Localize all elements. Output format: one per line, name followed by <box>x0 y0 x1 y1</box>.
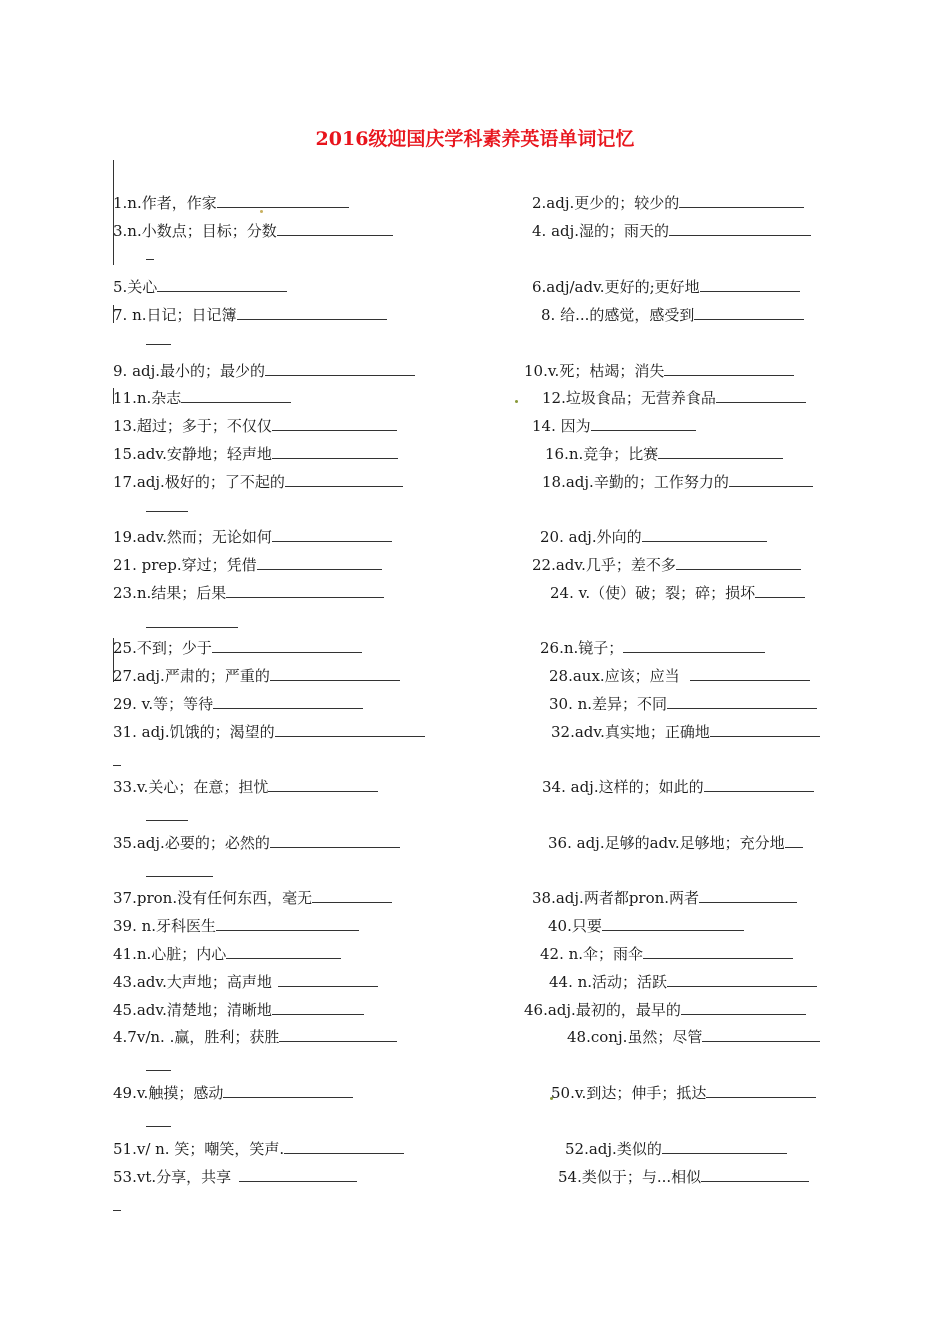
answer-blank[interactable] <box>272 527 392 542</box>
vocab-item-40: 40.只要 <box>548 916 744 935</box>
vocab-item-43: 43.adv.大声地；高声地 <box>113 972 378 991</box>
answer-blank[interactable] <box>237 305 387 320</box>
answer-blank[interactable] <box>257 555 382 570</box>
answer-blank[interactable] <box>642 527 767 542</box>
answer-blank[interactable] <box>669 221 811 236</box>
answer-blank[interactable] <box>278 972 378 987</box>
vocab-item-50: 50.v.到达；伸手；抵达 <box>551 1083 816 1102</box>
answer-blank[interactable] <box>667 694 817 709</box>
vocab-item-8: 8. 给...的感觉，感受到 <box>541 305 804 324</box>
margin-line <box>113 160 114 265</box>
vocab-item-19: 19.adv.然而；无论如何 <box>113 527 392 546</box>
vocab-item-16: 16.n.竞争；比赛 <box>545 444 783 463</box>
answer-blank[interactable] <box>217 193 349 208</box>
answer-blank[interactable] <box>699 888 797 903</box>
answer-blank[interactable] <box>226 944 341 959</box>
vocab-item-6: 6.adj/adv.更好的;更好地 <box>532 277 800 296</box>
answer-blank-wrap[interactable] <box>146 344 171 345</box>
vocab-item-48: 48.conj.虽然；尽管 <box>567 1027 820 1046</box>
vocab-item-18: 18.adj.辛勤的；工作努力的 <box>542 472 813 491</box>
vocab-item-44: 44. n.活动；活跃 <box>549 972 817 991</box>
answer-blank[interactable] <box>704 777 814 792</box>
answer-blank[interactable] <box>270 666 400 681</box>
vocab-item-53: 53.vt.分享，共享 <box>113 1167 357 1186</box>
answer-blank[interactable] <box>212 638 362 653</box>
vocab-item-38: 38.adj.两者都pron.两者 <box>532 888 797 907</box>
vocab-item-27: 27.adj.严肃的；严重的 <box>113 666 400 685</box>
vocab-item-1: 1.n.作者，作家 <box>113 193 349 212</box>
vocab-item-30: 30. n.差异；不同 <box>549 694 817 713</box>
vocab-item-32: 32.adv.真实地；正确地 <box>551 722 820 741</box>
answer-blank[interactable] <box>312 888 392 903</box>
answer-blank[interactable] <box>623 638 765 653</box>
answer-blank[interactable] <box>694 305 804 320</box>
vocab-item-11: 11.n.杂志 <box>113 388 291 407</box>
vocab-item-12: 12.垃圾食品；无营养食品 <box>542 388 806 407</box>
answer-blank[interactable] <box>710 722 820 737</box>
answer-blank[interactable] <box>216 916 359 931</box>
answer-blank[interactable] <box>157 277 287 292</box>
answer-blank[interactable] <box>223 1083 353 1098</box>
stray-dot <box>515 400 518 403</box>
answer-blank[interactable] <box>716 388 806 403</box>
vocab-item-26: 26.n.镜子； <box>540 638 765 657</box>
answer-blank-wrap[interactable] <box>113 1210 121 1211</box>
vocab-item-47: 4.7v/n. .赢，胜利；获胜 <box>113 1027 397 1046</box>
vocab-item-49: 49.v.触摸；感动 <box>113 1083 353 1102</box>
answer-blank[interactable] <box>664 361 794 376</box>
answer-blank[interactable] <box>602 916 744 931</box>
vocab-item-2: 2.adj.更少的；较少的 <box>532 193 804 212</box>
answer-blank[interactable] <box>700 277 800 292</box>
answer-blank[interactable] <box>667 972 817 987</box>
answer-blank-wrap[interactable] <box>146 876 213 877</box>
vocab-item-24: 24. v.（使）破；裂；碎；损坏 <box>550 583 805 602</box>
answer-blank[interactable] <box>275 722 425 737</box>
answer-blank[interactable] <box>676 555 801 570</box>
answer-blank[interactable] <box>279 1027 397 1042</box>
vocab-item-34: 34. adj.这样的；如此的 <box>542 777 814 796</box>
vocab-item-37: 37.pron.没有任何东西，毫无 <box>113 888 392 907</box>
vocab-item-20: 20. adj.外向的 <box>540 527 767 546</box>
vocab-item-41: 41.n.心脏；内心 <box>113 944 341 963</box>
answer-blank[interactable] <box>679 193 804 208</box>
vocab-item-28: 28.aux.应该；应当 <box>549 666 810 685</box>
answer-blank-wrap[interactable] <box>113 765 121 766</box>
vocab-item-21: 21. prep.穿过；凭借 <box>113 555 382 574</box>
answer-blank-wrap[interactable] <box>146 1070 171 1071</box>
answer-blank[interactable] <box>658 444 783 459</box>
answer-blank[interactable] <box>272 1000 364 1015</box>
vocab-item-42: 42. n.伞；雨伞 <box>540 944 793 963</box>
answer-blank[interactable] <box>701 1167 809 1182</box>
answer-blank-wrap[interactable] <box>146 627 238 628</box>
answer-blank[interactable] <box>181 388 291 403</box>
answer-blank[interactable] <box>268 777 378 792</box>
vocab-item-23: 23.n.结果；后果 <box>113 583 384 602</box>
answer-blank[interactable] <box>755 583 805 598</box>
answer-blank[interactable] <box>265 361 415 376</box>
vocab-item-29: 29. v.等；等待 <box>113 694 363 713</box>
answer-blank-wrap[interactable] <box>146 511 188 512</box>
answer-blank[interactable] <box>643 944 793 959</box>
vocab-item-4: 4. adj.湿的；雨天的 <box>532 221 811 240</box>
answer-blank-wrap[interactable] <box>146 1126 171 1127</box>
vocab-item-52: 52.adj.类似的 <box>565 1139 787 1158</box>
answer-blank[interactable] <box>226 583 384 598</box>
vocab-item-54: 54.类似于；与...相似 <box>558 1167 809 1186</box>
vocab-item-39: 39. n.牙科医生 <box>113 916 359 935</box>
answer-blank[interactable] <box>272 444 398 459</box>
vocab-item-3: 3.n.小数点；目标；分数 <box>113 221 393 240</box>
vocab-item-51: 51.v/ n. 笑；嘲笑，笑声. <box>113 1139 404 1158</box>
answer-blank[interactable] <box>681 1000 806 1015</box>
answer-blank[interactable] <box>285 472 403 487</box>
answer-blank[interactable] <box>785 833 803 848</box>
answer-blank[interactable] <box>706 1083 816 1098</box>
answer-blank-wrap[interactable] <box>146 259 154 260</box>
vocab-item-25: 25.不到；少于 <box>113 638 362 657</box>
vocab-item-10: 10.v.死；枯竭；消失 <box>524 361 794 380</box>
vocab-item-17: 17.adj.极好的；了不起的 <box>113 472 403 491</box>
vocab-item-15: 15.adv.安静地；轻声地 <box>113 444 398 463</box>
vocab-item-9: 9. adj.最小的；最少的 <box>113 361 415 380</box>
answer-blank[interactable] <box>729 472 813 487</box>
vocab-item-5: 5.关心 <box>113 277 287 296</box>
vocab-item-31: 31. adj.饥饿的；渴望的 <box>113 722 425 741</box>
answer-blank[interactable] <box>284 1139 404 1154</box>
answer-blank[interactable] <box>702 1027 820 1042</box>
answer-blank[interactable] <box>239 1167 357 1182</box>
vocab-item-35: 35.adj.必要的；必然的 <box>113 833 400 852</box>
vocab-item-13: 13.超过；多于；不仅仅 <box>113 416 397 435</box>
answer-blank[interactable] <box>662 1139 787 1154</box>
vocab-item-45: 45.adv.清楚地；清晰地 <box>113 1000 364 1019</box>
vocab-item-36: 36. adj.足够的adv.足够地；充分地 <box>548 833 803 852</box>
page-title: 2016级迎国庆学科素养英语单词记忆 <box>315 128 635 150</box>
answer-blank-wrap[interactable] <box>146 820 188 821</box>
vocab-item-7: 7. n.日记；日记簿 <box>113 305 387 324</box>
vocab-item-33: 33.v.关心；在意；担忧 <box>113 777 378 796</box>
answer-blank[interactable] <box>277 221 393 236</box>
vocab-item-14: 14. 因为 <box>532 416 696 435</box>
answer-blank[interactable] <box>591 416 696 431</box>
vocab-item-46: 46.adj.最初的，最早的 <box>524 1000 806 1019</box>
answer-blank[interactable] <box>272 416 397 431</box>
answer-blank[interactable] <box>690 666 810 681</box>
vocab-item-22: 22.adv.几乎；差不多 <box>532 555 801 574</box>
answer-blank[interactable] <box>213 694 363 709</box>
answer-blank[interactable] <box>270 833 400 848</box>
